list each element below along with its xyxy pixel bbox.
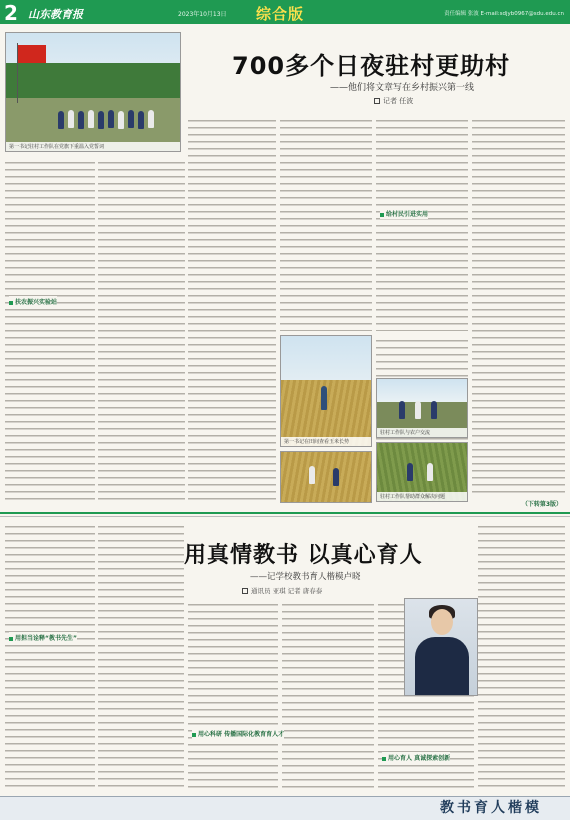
section-name: 综合版 [256, 5, 305, 23]
top-subheading-1: 扶农振兴实验站 [9, 296, 57, 307]
issue-date: 2023年10月13日 [178, 11, 227, 18]
bottom-subheadline: ——记学校教书育人楷模卢晓 [250, 572, 361, 582]
portrait-photo [404, 598, 478, 696]
page-number: 2 [4, 1, 18, 25]
text-column [188, 600, 278, 790]
section-divider [0, 512, 570, 514]
photo-caption: 驻村工作队与农户交流 [377, 428, 467, 437]
flag-icon [18, 45, 46, 63]
text-column [5, 522, 95, 790]
field-photo-3 [376, 378, 468, 438]
field-photo-1 [280, 335, 372, 447]
text-column [98, 522, 184, 790]
photo-caption: 驻村工作队帮助群众解决问题 [377, 492, 467, 501]
bottom-subheading-3: 用心育人 真诚探索创新 [382, 752, 450, 763]
top-subheading-2: 给村民引进实用 [380, 208, 428, 219]
text-column [478, 522, 565, 790]
top-subheadline: ——他们将文章写在乡村振兴第一线 [330, 83, 475, 93]
text-column [5, 158, 95, 503]
top-byline: 记者 任波 [374, 96, 413, 106]
text-column [98, 158, 185, 503]
bottom-subheading-2: 用心科研 传播国际化教育育人才 [192, 728, 284, 739]
group-photo [5, 32, 181, 152]
editor-credits: 责任编辑 张波 E-mail:sdjyb0967@sdu.edu.cn [444, 11, 564, 17]
bottom-byline: 通讯员 亚琪 记者 唐春泰 [242, 586, 322, 595]
photo-caption: 第一书记驻村工作队在党旗下重温入党誓词 [6, 142, 180, 151]
continued-note: （下转第3版） [521, 501, 562, 508]
text-column [472, 116, 565, 496]
text-column [376, 116, 468, 331]
text-column [188, 116, 276, 503]
bottom-headline: 用真情教书 以真心育人 [184, 543, 423, 568]
photo-caption: 第一书记在田间查看玉米长势 [281, 437, 371, 446]
text-column [282, 600, 374, 790]
top-headline: 700多个日夜驻村更助村 [232, 52, 511, 80]
bottom-subheading-1: 用担当诠释“教书先生” [9, 632, 77, 643]
column-name: 教书育人楷模 [440, 800, 542, 816]
section-divider-thin [0, 516, 570, 517]
paper-name: 山东教育报 [28, 8, 83, 21]
field-photo-4 [376, 442, 468, 502]
field-photo-2 [280, 451, 372, 503]
text-column [280, 116, 372, 331]
